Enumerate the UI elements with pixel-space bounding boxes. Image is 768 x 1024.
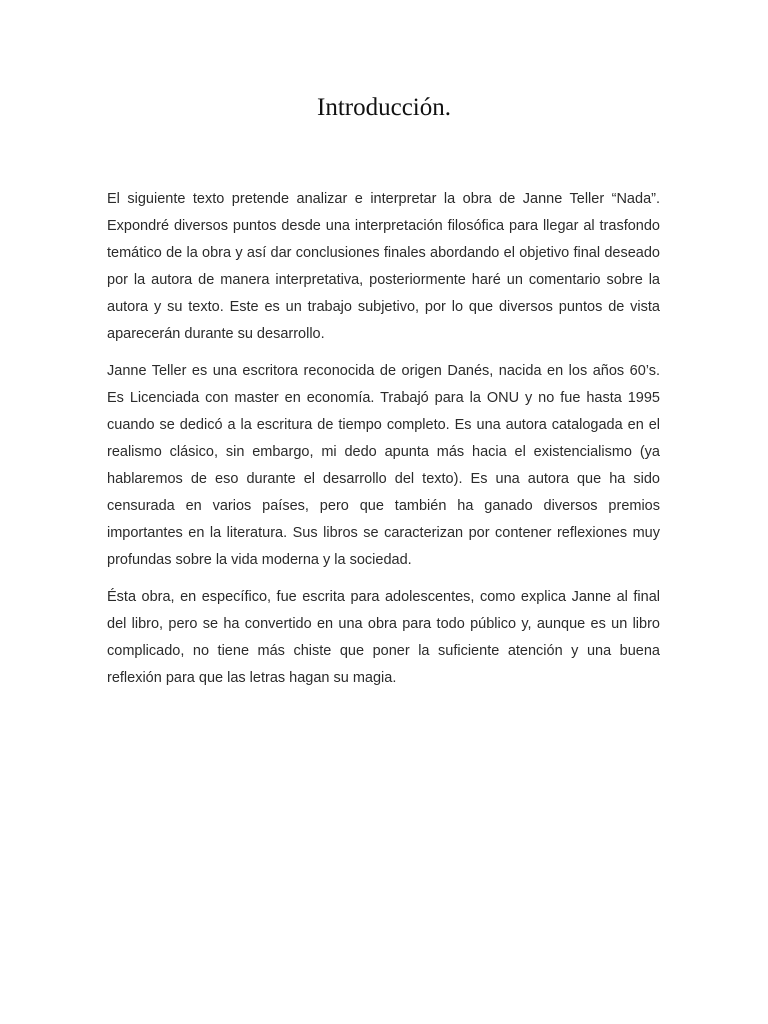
paragraph-intro: El siguiente texto pretende analizar e interpretar la obra de Janne Teller “Nada”. Expondré diversos puntos desde una interpretación filosófica para llegar al trasfondo temático de la obra y así dar conclusiones finales abordando el objetivo final deseado por la autora de manera interpretativa, posteriormente haré un comentario sobre la autora y su texto. Este es un trabajo subjetivo, por lo que diversos puntos de vista aparecerán durante su desarrollo. — [107, 191, 660, 342]
document-body — [107, 186, 660, 702]
paragraph-audience: Ésta obra, en específico, fue escrita para adolescentes, como explica Janne al final del libro, pero se ha convertido en una obra para todo público y, aunque es un libro complicado, no tiene más chiste que poner la suficiente atención y una buena reflexión para que las letras hagan su magia. — [107, 589, 660, 686]
document-title: Introducción. — [317, 94, 451, 121]
paragraph-author: Janne Teller es una escritora reconocida de origen Danés, nacida en los años 60’s. Es Licenciada con master en economía. Trabajó para la ONU y no fue hasta 1995 cuando se dedicó a la escritura de tiempo completo. Es una autora catalogada en el realismo clásico, sin embargo, mi dedo apunta más hacia el existencialismo (ya hablaremos de eso durante el desarrollo del texto). Es una autora que ha sido censurada en varios países, pero que también ha ganado diversos premios importantes en la literatura. Sus libros se caracterizan por contener reflexiones muy profundas sobre la vida moderna y la sociedad. — [107, 363, 660, 568]
